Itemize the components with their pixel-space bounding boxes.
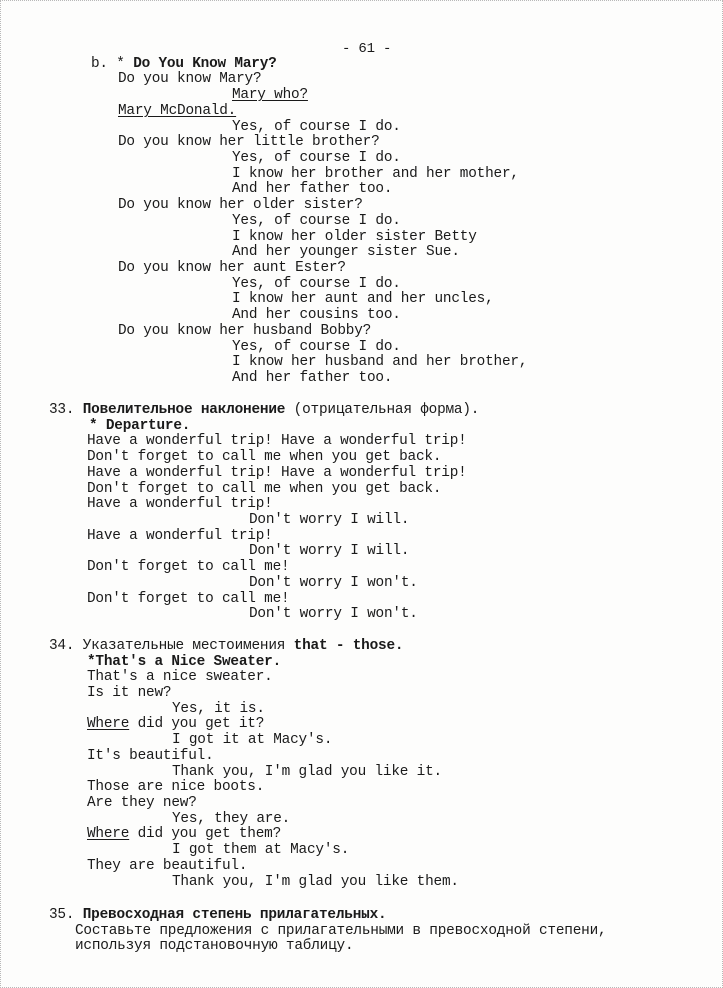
section-34-line: Thank you, I'm glad you like them. [172, 874, 459, 890]
section-34-line: Are they new? [87, 795, 197, 811]
dialog-line: And her father too. [232, 370, 393, 386]
section-33-line: Don't forget to call me when you get back. [87, 481, 442, 497]
section-33-line: Don't worry I will. [249, 512, 410, 528]
dialog-line: I know her older sister Betty [232, 229, 477, 245]
section-34-line: I got them at Macy's. [172, 842, 350, 858]
dialog-line: Yes, of course I do. [232, 150, 401, 166]
section-35-heading [49, 907, 386, 923]
section-34-line: Is it new? [87, 685, 172, 701]
section-34-line [87, 716, 264, 732]
where-underlined: Where [87, 716, 130, 732]
dialog-line: Yes, of course I do. [232, 276, 401, 292]
dialog-line: I know her husband and her brother, [232, 354, 528, 370]
dialog-line: Do you know her aunt Ester? [118, 260, 346, 276]
section-33-number: 33. [49, 402, 75, 418]
dialog-line: And her younger sister Sue. [232, 244, 460, 260]
dialog-line: I know her brother and her mother, [232, 166, 519, 182]
section-33-line: Don't worry I won't. [249, 606, 418, 622]
dialog-b-title: Do You Know Mary? [133, 56, 277, 72]
section-35-heading-bold: Превосходная степень прилагательных. [82, 907, 387, 923]
section-33-line: Have a wonderful trip! [87, 528, 273, 544]
section-34-line: I got it at Macy's. [172, 732, 333, 748]
section-34-number: 34. [49, 638, 75, 654]
section-34-line: They are beautiful. [87, 858, 248, 874]
section-33-line: Don't forget to call me when you get back. [87, 449, 442, 465]
section-35-line: используя подстановочную таблицу. [75, 938, 354, 954]
dialog-line: Yes, of course I do. [232, 213, 401, 229]
line-rest: did you get them? [129, 826, 282, 842]
section-33-line: Have a wonderful trip! [87, 496, 273, 512]
section-33-heading-rest: (отрицательная форма). [285, 402, 480, 418]
section-33-heading-bold: Повелительное наклонение [82, 402, 286, 418]
section-33-line: Don't forget to call me! [87, 559, 290, 575]
dialog-line: Mary McDonald. [118, 103, 237, 119]
dialog-line: Do you know her little brother? [118, 134, 380, 150]
section-34-line: That's a nice sweater. [87, 669, 273, 685]
dialog-line: And her father too. [232, 181, 393, 197]
section-33-line: Have a wonderful trip! Have a wonderful trip! [87, 465, 467, 481]
section-34-line: Those are nice boots. [87, 779, 265, 795]
section-34-line: Yes, it is. [172, 701, 265, 717]
page-number: - 61 - [342, 41, 392, 57]
line-rest: did you get it? [129, 716, 265, 732]
section-33-subtitle: * Departure. [89, 418, 191, 434]
section-35-line: Составьте предложения с прилагательными в превосходной степени, [75, 923, 607, 939]
dialog-line: Yes, of course I do. [232, 339, 401, 355]
section-34-line [87, 826, 281, 842]
section-34-heading [49, 638, 403, 654]
dialog-line: Yes, of course I do. [232, 119, 401, 135]
dialog-b-prefix: b. * [91, 56, 134, 72]
section-34-subtitle: *That's a Nice Sweater. [87, 654, 282, 670]
section-33-line: Don't forget to call me! [87, 591, 290, 607]
dialog-line: Do you know her husband Bobby? [118, 323, 372, 339]
section-33-line: Don't worry I will. [249, 543, 410, 559]
section-33-line: Don't worry I won't. [249, 575, 418, 591]
section-33-line: Have a wonderful trip! Have a wonderful trip! [87, 433, 467, 449]
section-34-heading-bold: that - those. [293, 638, 404, 654]
section-34-line: It's beautiful. [87, 748, 214, 764]
section-34-line: Yes, they are. [172, 811, 291, 827]
section-35-number: 35. [49, 907, 75, 923]
section-34-line: Thank you, I'm glad you like it. [172, 764, 442, 780]
dialog-line: Mary who? [232, 87, 308, 103]
where-underlined: Where [87, 826, 130, 842]
dialog-line: Do you know her older sister? [118, 197, 363, 213]
dialog-line: Do you know Mary? [118, 71, 262, 87]
dialog-b-heading [91, 56, 277, 72]
dialog-line: I know her aunt and her uncles, [232, 291, 494, 307]
section-34-heading-plain: Указательные местоимения [82, 638, 294, 654]
dialog-line: And her cousins too. [232, 307, 401, 323]
section-33-heading [49, 402, 479, 418]
